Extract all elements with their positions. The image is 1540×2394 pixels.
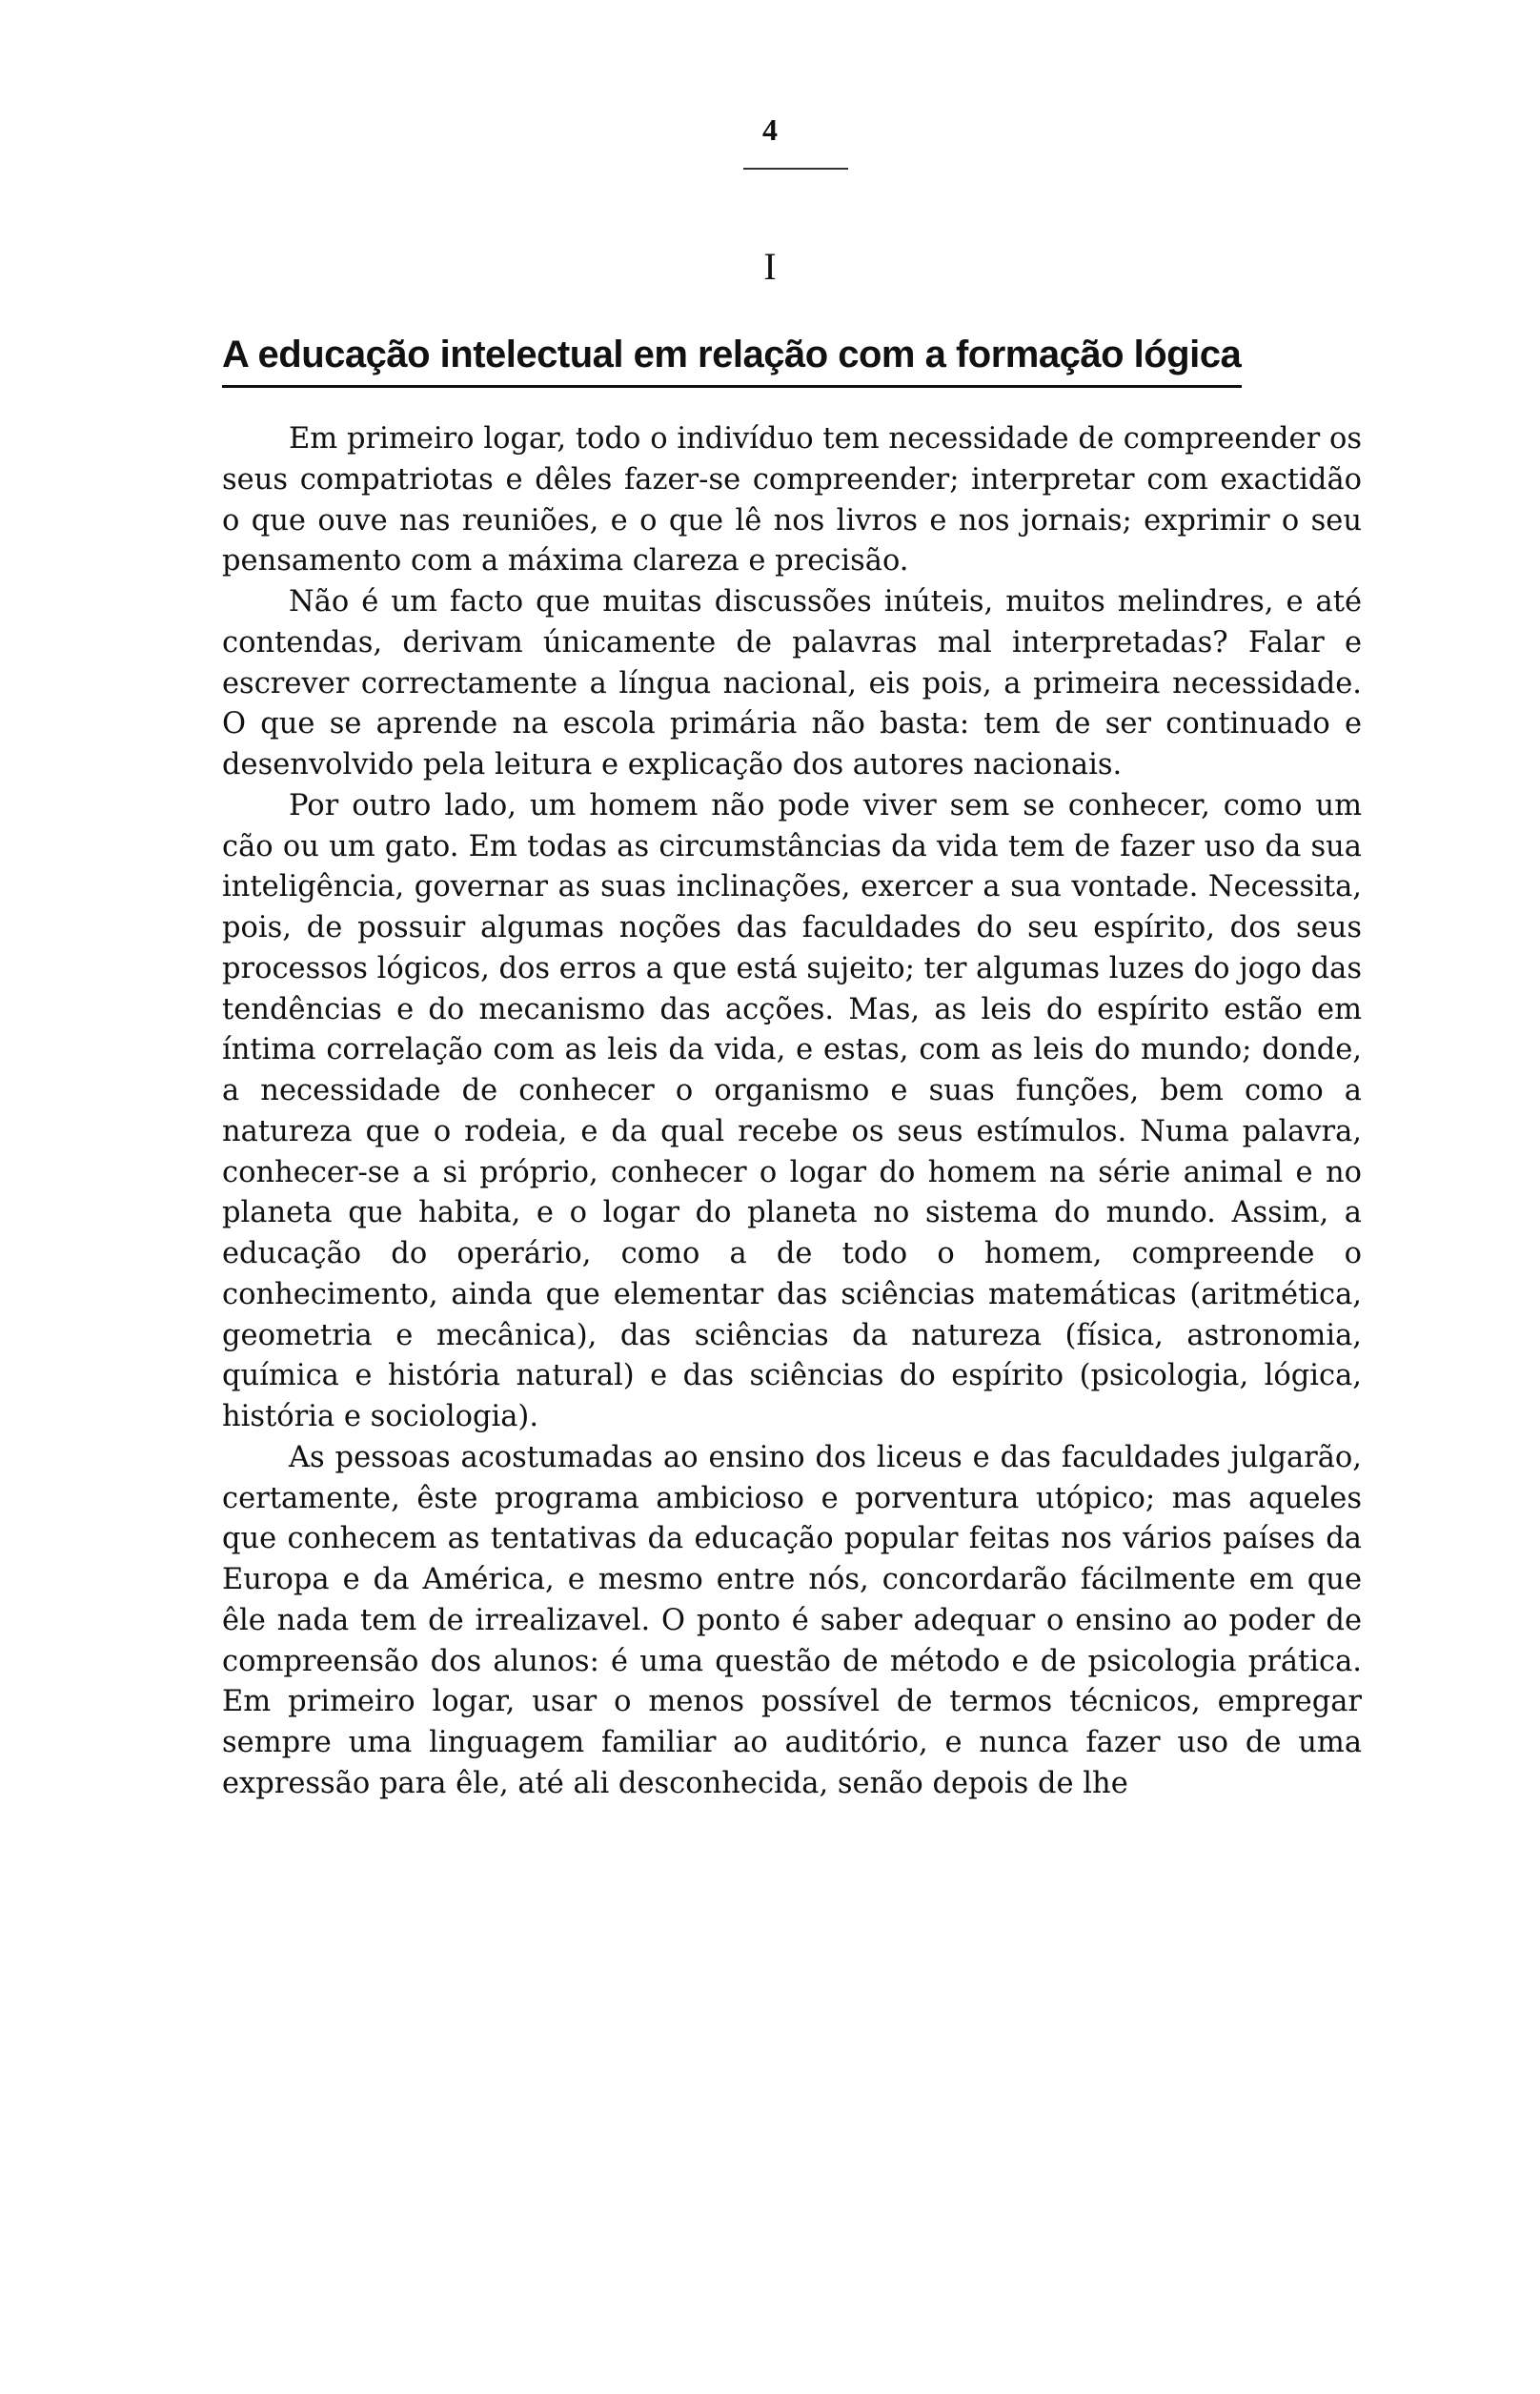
page-number: 4 — [762, 112, 778, 147]
paragraph-1: Em primeiro logar, todo o indivíduo tem necessidade de compreender os seus compatriotas e dêles fazer-se compreender; interpretar com exactidão o que ouve nas reuniões, e o que lê nos livros e nos jornais; exprimir o seu pensamento com a máxima clareza e precisão. — [222, 422, 1362, 578]
page-number-rule — [743, 168, 848, 170]
paragraph-3: Por outro lado, um homem não pode viver sem se conhecer, como um cão ou um gato. Em todas as circumstâncias da vida tem de fazer uso da sua inteligência, governar as suas inclinações, exercer a sua vontade. Necessita, pois, de possuir algumas noções das faculdades do seu espírito, dos seus processos lógicos, dos erros a que está sujeito; ter algumas luzes do jogo das tendências e do mecanismo das acções. Mas, as leis do espírito estão em íntima correlação com as leis da vida, e estas, com as leis do mundo; donde, a necessidade de conhecer o organismo e suas funções, bem como a natureza que o rodeia, e da qual recebe os seus estímulos. Numa palavra, conhecer-se a si próprio, conhecer o logar do homem na série animal e no planeta que habita, e o logar do planeta no sistema do mundo. Assim, a educação do operário, como a de todo o homem, compreende o conhecimento, ainda que elementar das sciências matemáticas (aritmética, geometria e mecânica), das sciências da natureza (física, astronomia, química e história natural) e das sciências do espírito (psicologia, lógica, história e sociologia). — [222, 788, 1362, 1433]
paragraph-2: Não é um facto que muitas discussões inúteis, muitos melindres, e até contendas, derivam únicamente de palavras mal interpretadas? Falar e escrever correctamente a língua nacional, eis pois, a primeira necessidade. O que se aprende na escola primária não basta: tem de ser continuado e desenvolvido pela leitura e explicação dos autores nacionais. — [222, 585, 1362, 781]
body-text — [222, 419, 1362, 1805]
paragraph-4: As pessoas acostumadas ao ensino dos liceus e das faculdades julgarão, certamente, êste programa ambicioso e porventura utópico; mas aqueles que conhecem as tentativas da educação popular feitas nos vários países da Europa e da América, e mesmo entre nós, concordarão fácilmente em que êle nada tem de irrealizavel. O ponto é saber adequar o ensino ao poder de compreensão dos alunos: é uma questão de método e de psicologia prática. Em primeiro logar, usar o menos possível de termos técnicos, empregar sempre uma linguagem familiar ao auditório, e nunca fazer uso de uma expressão para êle, até ali desconhecida, senão depois de lhe — [222, 1440, 1362, 1800]
chapter-heading: A educação intelectual em relação com a formação lógica — [222, 324, 1242, 388]
chapter-numeral: I — [763, 245, 777, 288]
